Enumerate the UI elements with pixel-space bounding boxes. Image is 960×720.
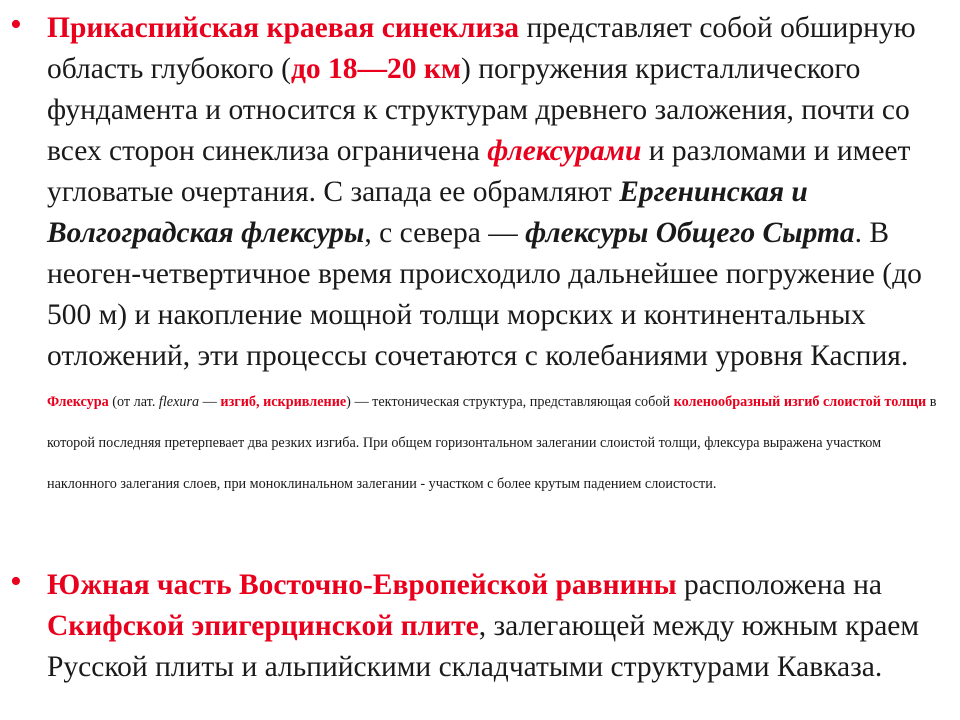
bullet-marker: • [10,6,22,43]
text-segment: ) погружения кристаллического фундамента и относится к структурам древнего заложения, почти со всех сторон синеклиза ограничена [47,53,910,167]
text-segment: и разломами и имеет угловатые очертания. С запада ее обрамляют [47,135,911,208]
term-flexures: флексурами [487,135,642,167]
term-caspian-syneclise: Прикаспийская краевая синеклиза [47,12,520,44]
bullet-paragraph-caspian [10,6,940,500]
term-scythian-plate: Скифской эпигерцинской плите [47,610,479,642]
term-obshchy-syrt: флексуры Общего Сырта [525,217,855,249]
text-segment: , с севера — [364,217,526,249]
depth-value: до 18—20 км [291,53,462,85]
paragraph-text [47,8,940,500]
note-latin: flexura [158,394,200,410]
note-bend: изгиб, искривление [220,394,347,410]
paragraph-text [47,565,940,688]
note-segment: в которой последняя претерпевает два резких изгиба. При общем горизонтальном залегании слоистой толщи, флексура выражена участком наклонного залегания слоев, при моноклинальном залегании - участком с более крутым падением слоистости. [47,394,937,492]
term-south-plain: Южная часть Восточно-Европейской равнины [47,569,677,601]
note-segment: ) — тектоническая структура, представляющая собой [346,394,674,410]
text-segment: расположена на [676,569,883,601]
text-segment: представляет собой обширную область глубокого ( [47,12,916,85]
term-ergeni-volgograd: Ергенинская и Волгоградская флексуры [47,176,808,249]
text-segment: . В неоген-четвертичное время происходило дальнейшее погружение (до 500 м) и накопление мощной толщи морских и континентальных отложений, эти процессы сочетаются с колебаниями уровня Каспия. [47,217,922,372]
note-knee-bend: коленообразный изгиб слоистой толщи [673,394,927,410]
bullet-marker: • [10,563,22,600]
text-segment: , залегающей между южным краем Русской плиты и альпийскими складчатыми структурами Кавказа. [47,610,920,683]
bullet-paragraph-south [10,563,940,688]
note-segment: — [199,394,221,410]
note-segment: (от лат. [108,394,159,410]
note-term-flexure: Флексура [47,394,109,410]
